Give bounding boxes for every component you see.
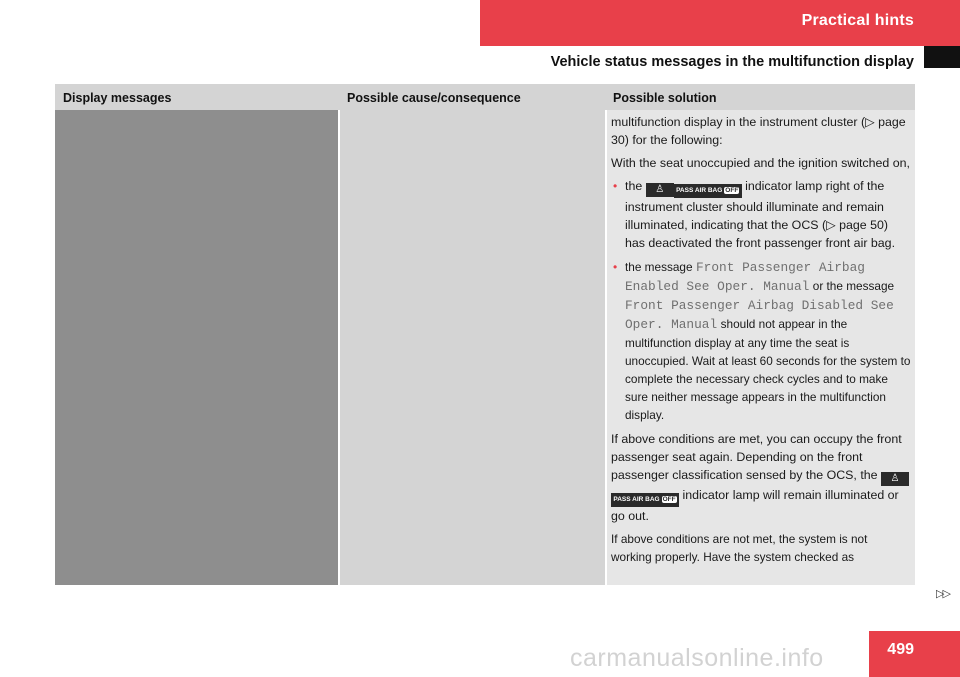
page-number-tab: [869, 631, 960, 677]
passenger-seat-icon: ♙: [646, 183, 674, 197]
solution-paragraph-1: multifunction display in the instrument cluster (▷ page 30) for the following:: [611, 115, 906, 147]
bullet-2-text: should not appear in the multifunction display at any time the seat is unoccupied. Wait at least 60 seconds for the system to complete the necessary check cycles and to make sure neither message appears in the multifunction display.: [625, 317, 911, 422]
chapter-title: Practical hints: [801, 12, 914, 29]
section-title: Vehicle status messages in the multifunction display: [550, 54, 914, 70]
solution-paragraph-4: If above conditions are not met, the system is not working properly. Have the system checked as: [611, 532, 868, 564]
status-messages-table: [55, 84, 915, 585]
section-marker-bar: [924, 46, 960, 68]
header-possible-solution: Possible solution: [613, 91, 717, 105]
solution-bullet-1: [611, 177, 911, 252]
chapter-tab: [480, 0, 960, 46]
watermark: carmanualsonline.info: [570, 644, 824, 672]
bullet-1-text: indicator lamp right of the instrument cluster should illuminate and remain illuminated, indicating that the OCS (▷ page 50) has deactivated the front passenger front air bag.: [625, 179, 896, 250]
possible-cause-cell: [340, 110, 605, 585]
possible-solution-cell: [607, 110, 915, 585]
airbag-label: PASS AIR BAG: [676, 187, 723, 194]
message-airbag-enabled: Front Passenger Airbag Enabled See Oper. Manual: [625, 260, 865, 294]
pass-air-bag-off-icon-2: [611, 493, 679, 507]
solution-paragraph-2: With the seat unoccupied and the ignition switched on,: [611, 156, 910, 170]
paragraph-3-prefix: If above conditions are met, you can occupy the front passenger seat again. Depending on the front passenger classification sensed by the OCS, the: [611, 432, 902, 482]
passenger-seat-icon-2: ♙: [881, 472, 909, 486]
bullet-2-middle: or the message: [812, 279, 895, 293]
pass-air-bag-off-icon: [674, 184, 742, 198]
solution-paragraph-3: [611, 430, 911, 525]
table-header-row: [55, 84, 915, 110]
paragraph-3-text: indicator lamp will remain illuminated or go out.: [611, 488, 899, 523]
bullet-2-prefix: the message: [625, 260, 693, 274]
header-display-messages: Display messages: [63, 91, 172, 105]
display-messages-cell: [55, 110, 338, 585]
bullet-1-prefix: the: [625, 179, 643, 193]
solution-bullet-2: [611, 258, 911, 424]
airbag-label-2: PASS AIR BAG: [613, 496, 660, 503]
airbag-state: OFF: [725, 187, 739, 194]
message-airbag-disabled: Front Passenger Airbag Disabled See Oper. Manual: [625, 298, 894, 332]
continued-arrow-icon: ▷▷: [936, 588, 949, 600]
page-number: 499: [887, 641, 914, 658]
header-possible-cause: Possible cause/consequence: [347, 91, 521, 105]
airbag-state-2: OFF: [662, 496, 676, 503]
